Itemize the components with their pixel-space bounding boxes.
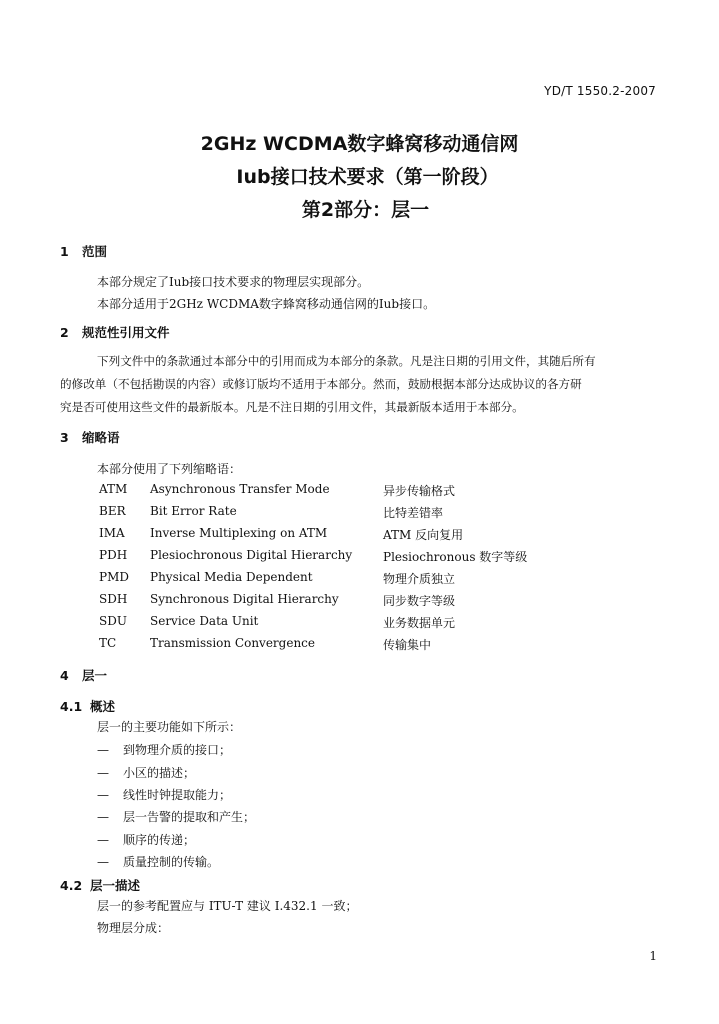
section-number: 3 xyxy=(60,430,69,445)
chinese-term: 业务数据单元 xyxy=(383,616,456,630)
list-item xyxy=(97,808,255,825)
list-item-text: 线性时钟提取能力； xyxy=(123,788,232,802)
abbreviation: IMA xyxy=(99,526,125,540)
section-number: 4 xyxy=(60,668,69,683)
title-line-2: Iub接口技术要求（第一阶段） xyxy=(236,166,499,188)
list-item xyxy=(97,831,195,848)
chinese-term: ATM 反向复用 xyxy=(383,528,464,542)
english-term: Service Data Unit xyxy=(150,614,259,628)
section-number: 2 xyxy=(60,325,69,340)
section-title: 规范性引用文件 xyxy=(82,325,170,340)
english-term: Asynchronous Transfer Mode xyxy=(150,482,330,496)
section-4-1-heading xyxy=(60,697,115,715)
list-item xyxy=(97,786,231,803)
paragraph-line: 的修改单（不包括勘误的内容）或修订版均不适用于本部分。然而，鼓励根据本部分达成协议的各方研 xyxy=(60,377,582,391)
paragraph: 本部分使用了下列缩略语： xyxy=(97,462,242,476)
section-number: 4.1 xyxy=(60,699,83,714)
chinese-term: 同步数字等级 xyxy=(383,594,456,608)
section-number: 4.2 xyxy=(60,878,83,893)
paragraph-line: 究是否可使用这些文件的最新版本。凡是不注日期的引用文件，其最新版本适用于本部分。 xyxy=(60,400,524,414)
paragraph-line: 下列文件中的条款通过本部分中的引用而成为本部分的条款。凡是注日期的引用文件，其随后所有 xyxy=(97,354,596,368)
abbreviation: SDH xyxy=(99,592,128,606)
english-term: Transmission Convergence xyxy=(150,636,316,650)
section-3-heading xyxy=(60,428,120,446)
chinese-term: Plesiochronous 数字等级 xyxy=(383,550,528,564)
chinese-term: 比特差错率 xyxy=(383,506,444,520)
abbreviation: TC xyxy=(99,636,117,650)
list-item-text: 层一告警的提取和产生； xyxy=(123,810,256,824)
english-term: Synchronous Digital Hierarchy xyxy=(150,592,339,606)
list-item xyxy=(97,853,219,870)
list-item xyxy=(97,741,231,758)
paragraph: 本部分适用于2GHz WCDMA数字蜂窝移动通信网的Iub接口。 xyxy=(97,297,436,311)
standard-number: YD/T 1550.2-2007 xyxy=(544,84,656,98)
dash-bullet: — xyxy=(97,743,109,757)
section-4-heading xyxy=(60,666,107,684)
section-1-heading xyxy=(60,242,107,260)
english-term: Bit Error Rate xyxy=(150,504,237,518)
list-item-text: 质量控制的传输。 xyxy=(123,855,220,869)
abbreviation: PMD xyxy=(99,570,129,584)
paragraph: 本部分规定了Iub接口技术要求的物理层实现部分。 xyxy=(97,275,370,289)
section-2-heading xyxy=(60,323,170,341)
list-item-text: 顺序的传递； xyxy=(123,833,196,847)
section-title: 层一描述 xyxy=(90,878,141,893)
chinese-term: 传输集中 xyxy=(383,638,432,652)
page-number: 1 xyxy=(649,949,657,963)
dash-bullet: — xyxy=(97,788,109,802)
abbreviation: ATM xyxy=(99,482,128,496)
section-number: 1 xyxy=(60,244,69,259)
abbreviation: PDH xyxy=(99,548,128,562)
chinese-term: 物理介质独立 xyxy=(383,572,456,586)
section-title: 概述 xyxy=(90,699,116,714)
english-term: Plesiochronous Digital Hierarchy xyxy=(150,548,353,562)
paragraph: 层一的主要功能如下所示： xyxy=(97,720,242,734)
dash-bullet: — xyxy=(97,855,109,869)
title-line-1: 2GHz WCDMA数字蜂窝移动通信网 xyxy=(200,133,519,155)
abbreviation: BER xyxy=(99,504,126,518)
dash-bullet: — xyxy=(97,766,109,780)
title-line-3: 第2部分：层一 xyxy=(301,199,430,221)
dash-bullet: — xyxy=(97,833,109,847)
paragraph: 层一的参考配置应与 ITU-T 建议 I.432.1 一致； xyxy=(97,899,358,913)
section-title: 层一 xyxy=(82,668,108,683)
dash-bullet: — xyxy=(97,810,109,824)
list-item xyxy=(97,764,195,781)
section-4-2-heading xyxy=(60,876,140,894)
list-item-text: 到物理介质的接口； xyxy=(123,743,232,757)
list-item-text: 小区的描述； xyxy=(123,766,196,780)
paragraph: 物理层分成： xyxy=(97,921,170,935)
abbreviation: SDU xyxy=(99,614,127,628)
section-title: 范围 xyxy=(82,244,108,259)
english-term: Inverse Multiplexing on ATM xyxy=(150,526,328,540)
english-term: Physical Media Dependent xyxy=(150,570,313,584)
chinese-term: 异步传输格式 xyxy=(383,484,456,498)
section-title: 缩略语 xyxy=(82,430,120,445)
